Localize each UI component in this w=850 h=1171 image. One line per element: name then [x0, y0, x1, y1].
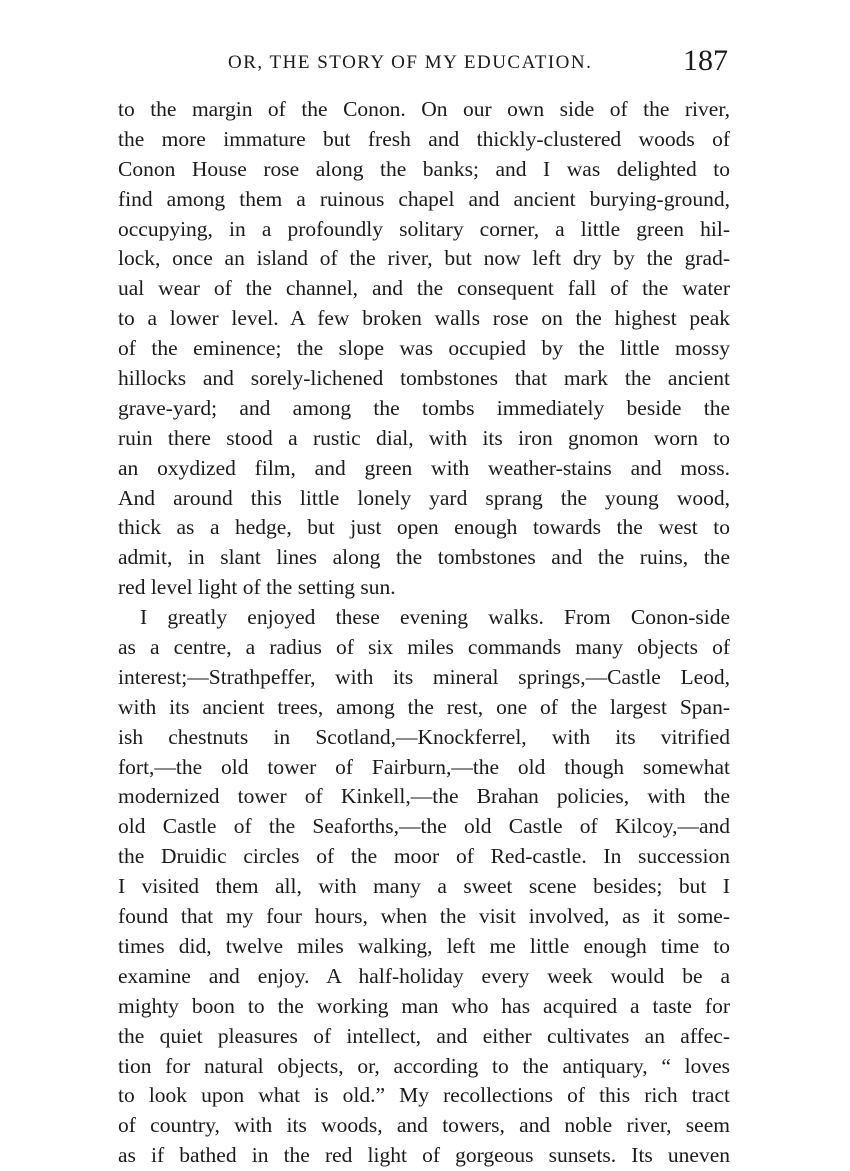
text-line: found that my four hours, when the visit involved, as it some-	[118, 904, 730, 929]
body-text	[118, 95, 730, 1171]
text-line: thick as a hedge, but just open enough towards the west to	[118, 515, 730, 540]
text-line: mighty boon to the working man who has acquired a taste for	[118, 993, 730, 1018]
text-line: an oxydized film, and green with weather-stains and moss.	[118, 455, 730, 480]
text-line: to the margin of the Conon. On our own side of the river,	[118, 97, 730, 121]
paragraph-end-line: red level light of the setting sun.	[118, 575, 396, 600]
text-line: of the eminence; the slope was occupied by the little mossy	[118, 336, 730, 361]
text-line: interest;—Strathpeffer, with its mineral springs,—Castle Leod,	[118, 664, 730, 689]
page-number: 187	[683, 44, 728, 77]
text-line: find among them a ruinous chapel and ancient burying-ground,	[118, 186, 730, 211]
text-line: with its ancient trees, among the rest, one of the largest Span-	[118, 694, 730, 719]
text-line: times did, twelve miles walking, left me little enough time to	[118, 933, 730, 958]
text-line: the Druidic circles of the moor of Red-castle. In succession	[118, 844, 730, 869]
text-line: Conon House rose along the banks; and I was delighted to	[118, 156, 730, 181]
text-line: And around this little lonely yard sprang the young wood,	[118, 485, 730, 510]
text-line: occupying, in a profoundly solitary corner, a little green hil-	[118, 216, 730, 241]
text-line: the more immature but fresh and thickly-clustered woods of	[118, 126, 730, 151]
text-line: ual wear of the channel, and the consequent fall of the water	[118, 276, 730, 301]
text-line: to look upon what is old.” My recollections of this rich tract	[118, 1083, 730, 1108]
text-line: grave-yard; and among the tombs immediately beside the	[118, 395, 730, 420]
text-line: fort,—the old tower of Fairburn,—the old though somewhat	[118, 754, 730, 779]
text-line: I visited them all, with many a sweet scene besides; but I	[118, 874, 730, 899]
text-line: as a centre, a radius of six miles commands many objects of	[118, 635, 730, 660]
text-line: lock, once an island of the river, but now left dry by the grad-	[118, 246, 730, 271]
text-line: to a lower level. A few broken walls rose on the highest peak	[118, 306, 730, 331]
text-line: modernized tower of Kinkell,—the Brahan policies, with the	[118, 784, 730, 809]
running-title: OR, THE STORY OF MY EDUCATION.	[228, 52, 593, 73]
text-line: hillocks and sorely-lichened tombstones that mark the ancient	[118, 366, 730, 391]
text-line: admit, in slant lines along the tombstones and the ruins, the	[118, 545, 730, 570]
text-line: old Castle of the Seaforths,—the old Castle of Kilcoy,—and	[118, 814, 730, 839]
text-line: the quiet pleasures of intellect, and either cultivates an affec-	[118, 1023, 730, 1048]
text-line: tion for natural objects, or, according to the antiquary, “ loves	[118, 1053, 730, 1078]
paragraph-start-line: I greatly enjoyed these evening walks. From Conon-side	[140, 605, 730, 630]
text-line: as if bathed in the red light of gorgeous sunsets. Its uneven	[118, 1143, 730, 1168]
text-line: of country, with its woods, and towers, and noble river, seem	[118, 1113, 730, 1138]
text-line: ish chestnuts in Scotland,—Knockferrel, with its vitrified	[118, 724, 730, 749]
running-head	[118, 44, 730, 84]
text-line: ruin there stood a rustic dial, with its iron gnomon worn to	[118, 425, 730, 450]
text-line: examine and enjoy. A half-holiday every week would be a	[118, 963, 730, 988]
